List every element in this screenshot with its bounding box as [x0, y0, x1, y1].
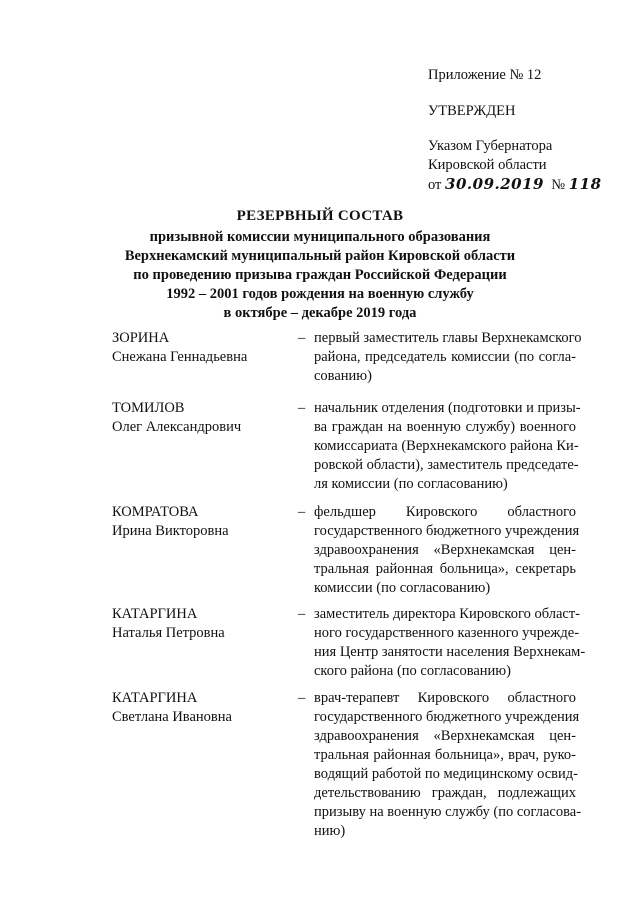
- title-line-1: призывной комиссии муниципального образования: [149, 229, 491, 245]
- role-line: тральная районная больница», секретарь: [314, 561, 576, 577]
- member-name: [112, 329, 292, 367]
- role-line: комиссариата (Верхнекамского района Ки-: [314, 438, 579, 454]
- member-name: [112, 399, 292, 437]
- role-line: ля комиссии (по согласованию): [314, 476, 508, 492]
- member-surname: КОМРАТОВА: [112, 504, 199, 520]
- member-dash: –: [298, 690, 306, 706]
- role-line: государственного бюджетного учреждения: [314, 709, 580, 725]
- handwritten-number: 118: [568, 175, 602, 193]
- role-line: фельдшер Кировского областного: [314, 504, 576, 520]
- member-surname: КАТАРГИНА: [112, 606, 198, 622]
- member-role: [314, 689, 582, 841]
- member-surname: КАТАРГИНА: [112, 690, 198, 706]
- role-line: водящий работой по медицинскому освид-: [314, 766, 578, 782]
- member-dash: –: [298, 400, 306, 416]
- member-role: [314, 503, 580, 598]
- role-line: района, председатель комиссии (по согла-: [314, 349, 576, 365]
- decree-line-2: Кировской области: [428, 157, 547, 173]
- decree-line-1: Указом Губернатора: [428, 138, 553, 154]
- title-main: РЕЗЕРВНЫЙ СОСТАВ: [236, 208, 404, 224]
- role-line: ского района (по согласованию): [314, 663, 511, 679]
- role-line: ного государственного казенного учрежде-: [314, 625, 580, 641]
- title-line-5: в октябре – декабре 2019 года: [223, 305, 417, 321]
- role-line: нию): [314, 823, 346, 839]
- approval-block: [428, 66, 628, 195]
- role-line: здравоохранения «Верхнекамская цен-: [314, 728, 576, 744]
- role-line: призыву на военную службу (по согласова-: [314, 804, 582, 820]
- role-line: тральная районная больница», врач, руко-: [314, 747, 576, 763]
- role-line: сованию): [314, 368, 372, 384]
- role-line: детельствованию граждан, подлежащих: [314, 785, 576, 801]
- member-given-name: Олег Александрович: [112, 419, 242, 435]
- role-line: ва граждан на военную службу) военного: [314, 419, 576, 435]
- role-line: государственного бюджетного учреждения: [314, 523, 580, 539]
- member-given-name: Снежана Геннадьевна: [112, 349, 248, 365]
- decree-date-line: [428, 175, 628, 195]
- member-dash: –: [298, 606, 306, 622]
- approved-label: УТВЕРЖДЕН: [428, 103, 516, 119]
- member-role: [314, 399, 581, 494]
- member-given-name: Светлана Ивановна: [112, 709, 232, 725]
- appendix-label: Приложение № 12: [428, 67, 542, 83]
- member-given-name: Ирина Викторовна: [112, 523, 229, 539]
- member-dash: –: [298, 330, 306, 346]
- role-line: здравоохранения «Верхнекамская цен-: [314, 542, 576, 558]
- role-line: начальник отделения (подготовки и призы-: [314, 400, 581, 416]
- role-line: врач-терапевт Кировского областного: [314, 690, 576, 706]
- handwritten-date: 30.09.2019: [445, 175, 544, 193]
- role-line: комиссии (по согласованию): [314, 580, 491, 596]
- date-prefix: от: [428, 177, 442, 193]
- title-line-4: 1992 – 2001 годов рождения на военную службу: [166, 286, 474, 302]
- member-name: [112, 605, 292, 643]
- member-surname: ЗОРИНА: [112, 330, 170, 346]
- role-line: первый заместитель главы Верхнекамского: [314, 330, 582, 346]
- member-name: [112, 503, 292, 541]
- member-given-name: Наталья Петровна: [112, 625, 225, 641]
- number-prefix: №: [551, 177, 566, 193]
- document-title: [90, 207, 550, 323]
- member-role: [314, 329, 582, 386]
- role-line: ния Центр занятости населения Верхнекам-: [314, 644, 586, 660]
- member-surname: ТОМИЛОВ: [112, 400, 185, 416]
- title-line-2: Верхнекамский муниципальный район Кировской области: [124, 248, 516, 264]
- title-line-3: по проведению призыва граждан Российской Федерации: [133, 267, 507, 283]
- role-line: ровской области), заместитель председате-: [314, 457, 579, 473]
- member-name: [112, 689, 292, 727]
- member-role: [314, 605, 586, 681]
- member-dash: –: [298, 504, 306, 520]
- role-line: заместитель директора Кировского област-: [314, 606, 580, 622]
